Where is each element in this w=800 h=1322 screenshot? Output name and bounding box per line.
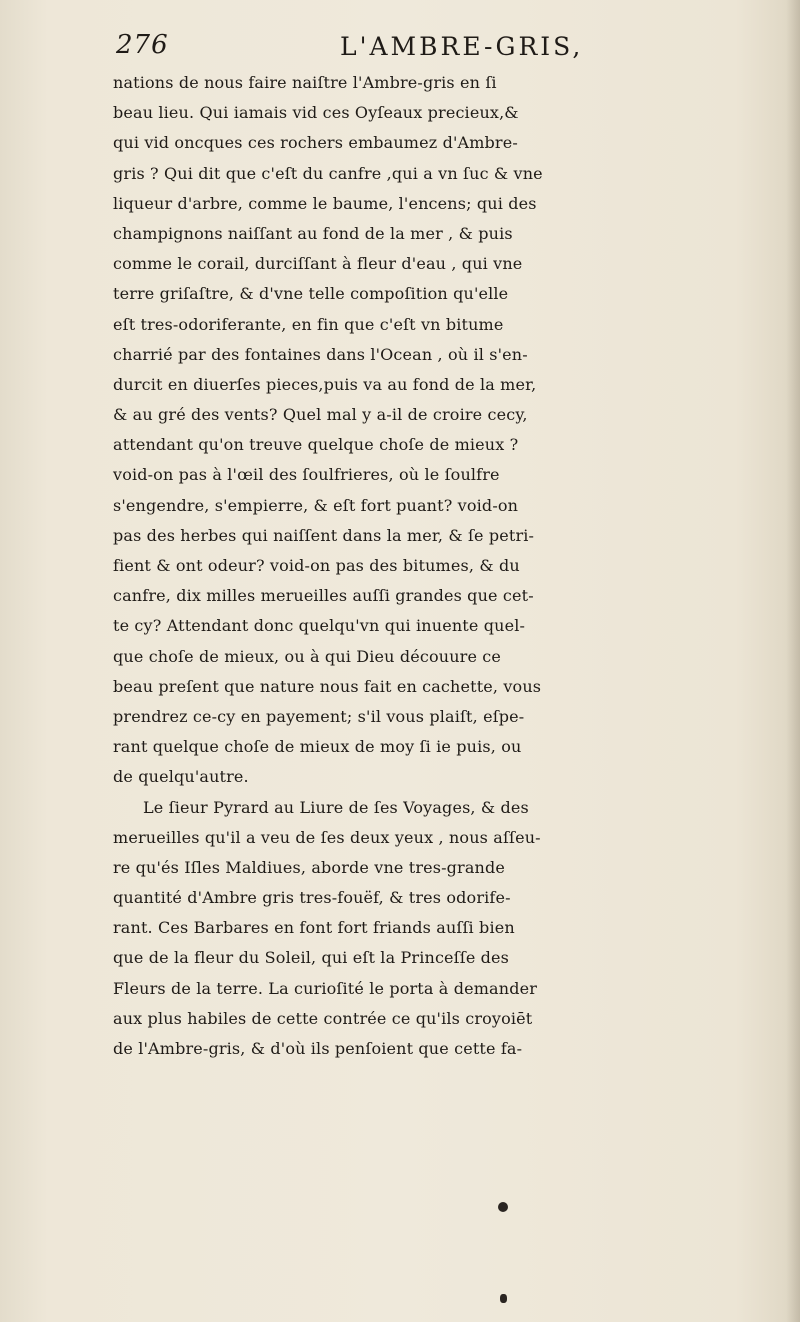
text-line: eſt tres-odoriferante, en fin que c'eſt vn bitume: [113, 314, 504, 334]
ink-blot-mark: [498, 1202, 508, 1212]
text-line: champignons naiſſant au fond de la mer , & puis: [113, 223, 513, 243]
text-line: durcit en diuerſes pieces,puis va au fond de la mer,: [113, 374, 537, 394]
page-number: 276: [116, 30, 169, 60]
text-line: que choſe de mieux, ou à qui Dieu découure ce: [113, 646, 502, 666]
text-line: attendant qu'on treuve quelque choſe de mieux ?: [113, 435, 519, 455]
text-line: charrié par des fontaines dans l'Ocean , où il s'en-: [113, 344, 528, 364]
text-line: qui vid oncques ces rochers embaumez d'Ambre-: [113, 133, 518, 153]
body-text: [113, 68, 793, 1064]
text-line: gris ? Qui dit que c'eſt du canfre ,qui a vn ſuc & vne: [113, 163, 543, 183]
text-line: & au gré des vents? Quel mal y a-il de croire cecy,: [113, 405, 528, 425]
text-line: de quelqu'autre.: [113, 767, 249, 787]
paragraph-start-line: Le ſieur Pyrard au Liure de ſes Voyages, & des: [143, 797, 529, 817]
page-header: [0, 28, 800, 68]
text-line: liqueur d'arbre, comme le baume, l'encens; qui des: [113, 193, 537, 213]
text-line: comme le corail, durciſſant à fleur d'eau , qui vne: [113, 254, 523, 274]
text-line: beau preſent que nature nous fait en cachette, vous: [113, 676, 542, 696]
text-line: terre griſaſtre, & d'vne telle compoſition qu'elle: [113, 284, 509, 304]
text-line: re qu'és Iſles Maldiues, aborde vne tres-grande: [113, 857, 506, 877]
text-line: rant. Ces Barbares en font fort friands auſſi bien: [113, 918, 515, 938]
text-line: canfre, dix milles merueilles auſſi grandes que cet-: [113, 586, 534, 606]
text-line: beau lieu. Qui iamais vid ces Oyſeaux precieux,&: [113, 103, 519, 123]
text-line: pas des herbes qui naiſſent dans la mer, & ſe petri-: [113, 525, 535, 545]
running-title: L'AMBRE-GRIS,: [340, 32, 584, 61]
text-line: aux plus habiles de cette contrée ce qu'ils croyoiēt: [113, 1008, 533, 1028]
text-line: Fleurs de la terre. La curioſité le porta à demander: [113, 978, 538, 998]
text-line: rant quelque choſe de mieux de moy ſi ie puis, ou: [113, 737, 522, 757]
text-line: merueilles qu'il a veu de ſes deux yeux , nous aſſeu-: [113, 827, 541, 847]
text-line: quantité d'Ambre gris tres-fouëf, & tres odorife-: [113, 888, 511, 908]
ink-blot-mark: [500, 1294, 507, 1303]
text-line: que de la fleur du Soleil, qui eſt la Princeſſe des: [113, 948, 510, 968]
text-line: fient & ont odeur? void-on pas des bitumes, & du: [113, 556, 520, 575]
text-line: nations de nous faire naiſtre l'Ambre-gris en ſi: [113, 73, 497, 92]
text-line: s'engendre, s'empierre, & eſt fort puant? void-on: [113, 495, 519, 515]
text-line: prendrez ce-cy en payement; s'il vous plaiſt, eſpe-: [113, 706, 525, 726]
text-line: te cy? Attendant donc quelqu'vn qui inuente quel-: [113, 616, 526, 636]
text-line: void-on pas à l'œil des ſoulfrieres, où le ſoulfre: [113, 465, 500, 485]
text-line: de l'Ambre-gris, & d'où ils penſoient que cette fa-: [113, 1039, 523, 1058]
